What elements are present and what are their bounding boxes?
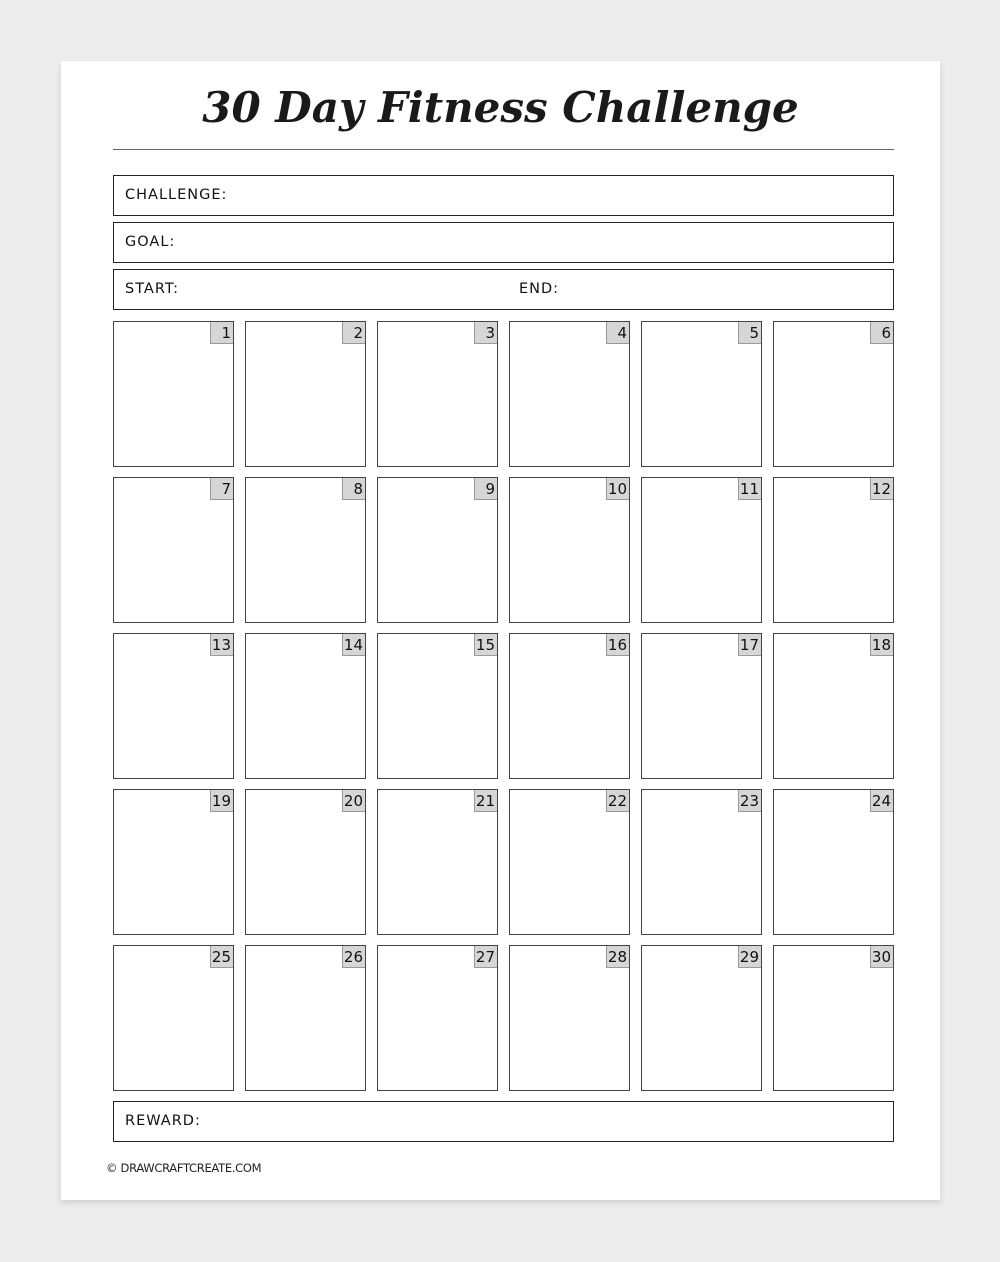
- goal-field[interactable]: [113, 222, 894, 263]
- day-cell[interactable]: [509, 633, 630, 779]
- day-cell[interactable]: [377, 321, 498, 467]
- day-number-badge: 10: [607, 480, 627, 498]
- day-number-badge: 6: [870, 322, 893, 344]
- day-cell[interactable]: [509, 789, 630, 935]
- day-number-badge: 21: [475, 792, 495, 810]
- day-number-badge: 27: [475, 948, 495, 966]
- day-cell[interactable]: [377, 789, 498, 935]
- day-cell[interactable]: [773, 477, 894, 623]
- day-number-badge: 1: [210, 322, 233, 344]
- day-cell[interactable]: [113, 477, 234, 623]
- start-end-field[interactable]: [113, 269, 894, 310]
- day-number-badge: 24: [871, 792, 891, 810]
- day-cell[interactable]: [773, 633, 894, 779]
- day-number-badge: 3: [474, 322, 497, 344]
- day-cell[interactable]: [641, 477, 762, 623]
- day-number-badge: 28: [607, 948, 627, 966]
- day-cell[interactable]: [773, 945, 894, 1091]
- day-number-badge: 23: [739, 792, 759, 810]
- title-divider: [113, 149, 894, 150]
- day-number-badge: 4: [606, 322, 629, 344]
- day-number-badge: 25: [211, 948, 231, 966]
- day-number-badge: 20: [343, 792, 363, 810]
- day-number-badge: 8: [342, 478, 365, 500]
- day-number-badge: 11: [739, 480, 759, 498]
- day-cell[interactable]: [245, 633, 366, 779]
- day-cell[interactable]: [245, 477, 366, 623]
- printable-page: [61, 61, 940, 1200]
- day-number-badge: 13: [211, 636, 231, 654]
- day-cell[interactable]: [641, 321, 762, 467]
- day-number-badge: 18: [871, 636, 891, 654]
- day-cell[interactable]: [773, 321, 894, 467]
- challenge-field[interactable]: [113, 175, 894, 216]
- day-number-badge: 9: [474, 478, 497, 500]
- day-number-badge: 14: [343, 636, 363, 654]
- day-cell[interactable]: [113, 321, 234, 467]
- day-cell[interactable]: [245, 789, 366, 935]
- day-cell[interactable]: [509, 945, 630, 1091]
- day-cell[interactable]: [641, 945, 762, 1091]
- day-cell[interactable]: [245, 321, 366, 467]
- page-title: 30 Day Fitness Challenge: [202, 83, 799, 132]
- day-number-badge: 17: [739, 636, 759, 654]
- day-cell[interactable]: [113, 789, 234, 935]
- day-number-badge: 30: [871, 948, 891, 966]
- day-cell[interactable]: [245, 945, 366, 1091]
- day-cell[interactable]: [641, 633, 762, 779]
- day-number-badge: 19: [211, 792, 231, 810]
- end-label: END:: [519, 281, 560, 297]
- day-number-badge: 5: [738, 322, 761, 344]
- day-cell[interactable]: [773, 789, 894, 935]
- day-number-badge: 26: [343, 948, 363, 966]
- reward-label: REWARD:: [125, 1113, 201, 1129]
- copyright-footer: © DRAWCRAFTCREATE.COM: [106, 1161, 262, 1175]
- goal-label: GOAL:: [125, 234, 176, 250]
- day-cell[interactable]: [377, 633, 498, 779]
- day-cell[interactable]: [509, 321, 630, 467]
- day-cell[interactable]: [641, 789, 762, 935]
- start-label: START:: [125, 281, 180, 297]
- day-number-badge: 12: [871, 480, 891, 498]
- day-number-badge: 29: [739, 948, 759, 966]
- day-cell[interactable]: [377, 945, 498, 1091]
- day-cell[interactable]: [509, 477, 630, 623]
- day-number-badge: 2: [342, 322, 365, 344]
- day-number-badge: 16: [607, 636, 627, 654]
- day-cell[interactable]: [377, 477, 498, 623]
- reward-field[interactable]: [113, 1101, 894, 1142]
- day-cell[interactable]: [113, 945, 234, 1091]
- day-number-badge: 15: [475, 636, 495, 654]
- challenge-label: CHALLENGE:: [125, 187, 228, 203]
- day-number-badge: 22: [607, 792, 627, 810]
- day-cell[interactable]: [113, 633, 234, 779]
- day-number-badge: 7: [210, 478, 233, 500]
